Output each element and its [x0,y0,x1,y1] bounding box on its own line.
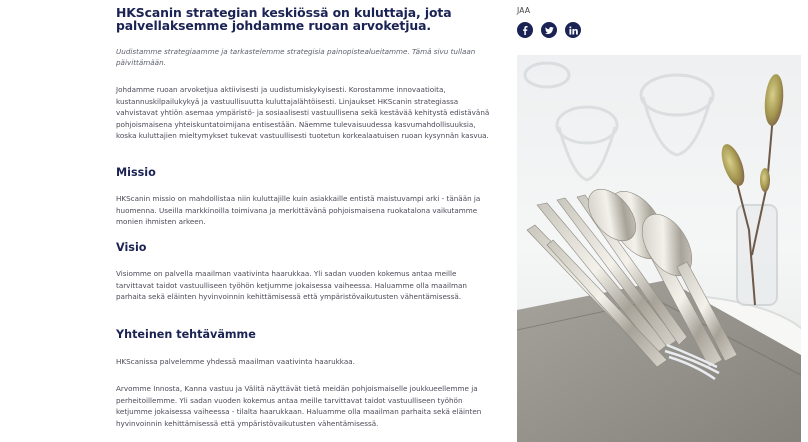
strategy-paragraph: Johdamme ruoan arvoketjua aktiivisesti ja uudistumiskykyisesti. Korostamme innovaatioita, kustannuskilpailukykyä ja vastuullisuutta kuluttajalähtöisesti. Linjaukset HKScanin strategiassa vahvistavat yhtiön asemaa ympäristö- ja sosiaalisesti vastuullisena sekä kestävää kehitystä edistävänä pohjoismaisena yhteiskuntatoimijana entisestään. Näemme tulevaisuudessa kasvumahdollisuuksia, koska kuluttajien mieltymykset tukevat vastuullisesti tuotetun korkealaatuisen ruoan kysynnän kasvua. [116,85,490,140]
values-text: Arvomme Innosta, Kanna vastuu ja Välitä näyttävät tietä meidän pohjoismaiselle joukkueellemme ja perheitoillemme. Yli sadan vuoden kokemus antaa meille tarvittavat taidot vastuulliseen työhön ketjumme jokaisessa vaiheessa - tilalta haarukkaan. Haluamme olla maailman parhaita sekä eläinten hyvinvoinnin kehittämisessä että ympäristövaikutusten vähentämisessä. [116,384,482,428]
vision-text: Visiomme on palvella maailman vaativinta haarukkaa. Yli sadan vuoden kokemus antaa meille tarvittavat taidot vastuulliseen työhön ketjumme jokaisessa vaiheessa. Haluamme olla maailman parhaita sekä eläinten hyvinvoinnin kehittämisessä että ympäristövaikutusten vähentämisessä. [116,269,467,301]
shared-task-heading: Yhteinen tehtävämme [116,328,256,341]
intro-text: Uudistamme strategiaamme ja tarkastelemme strategisia painopistealueitamme. Tämä sivu tullaan päivittämään. [116,47,476,67]
linkedin-icon[interactable] [565,22,581,38]
share-label: JAA [517,6,531,15]
vision-heading: Visio [116,241,147,254]
page-headline: HKScanin strategian keskiössä on kuluttaja, jota palvellaksemme johdamme ruoan arvoketjua. [116,5,452,33]
shared-task-text: HKScanissa palvelemme yhdessä maailman vaativinta haarukkaa. [116,357,355,366]
cutlery-photo [517,55,801,442]
facebook-icon[interactable] [517,22,533,38]
mission-heading: Missio [116,166,156,179]
mission-text: HKScanin missio on mahdollistaa niin kuluttajille kuin asiakkaille entistä maistuvampi arki - tänään ja huomenna. Useilla markkinoilla toimivana ja merkittävänä pohjoismaisena ruokatalona vaikutamme monien ihmisten arkeen. [116,194,481,226]
twitter-icon[interactable] [541,22,557,38]
